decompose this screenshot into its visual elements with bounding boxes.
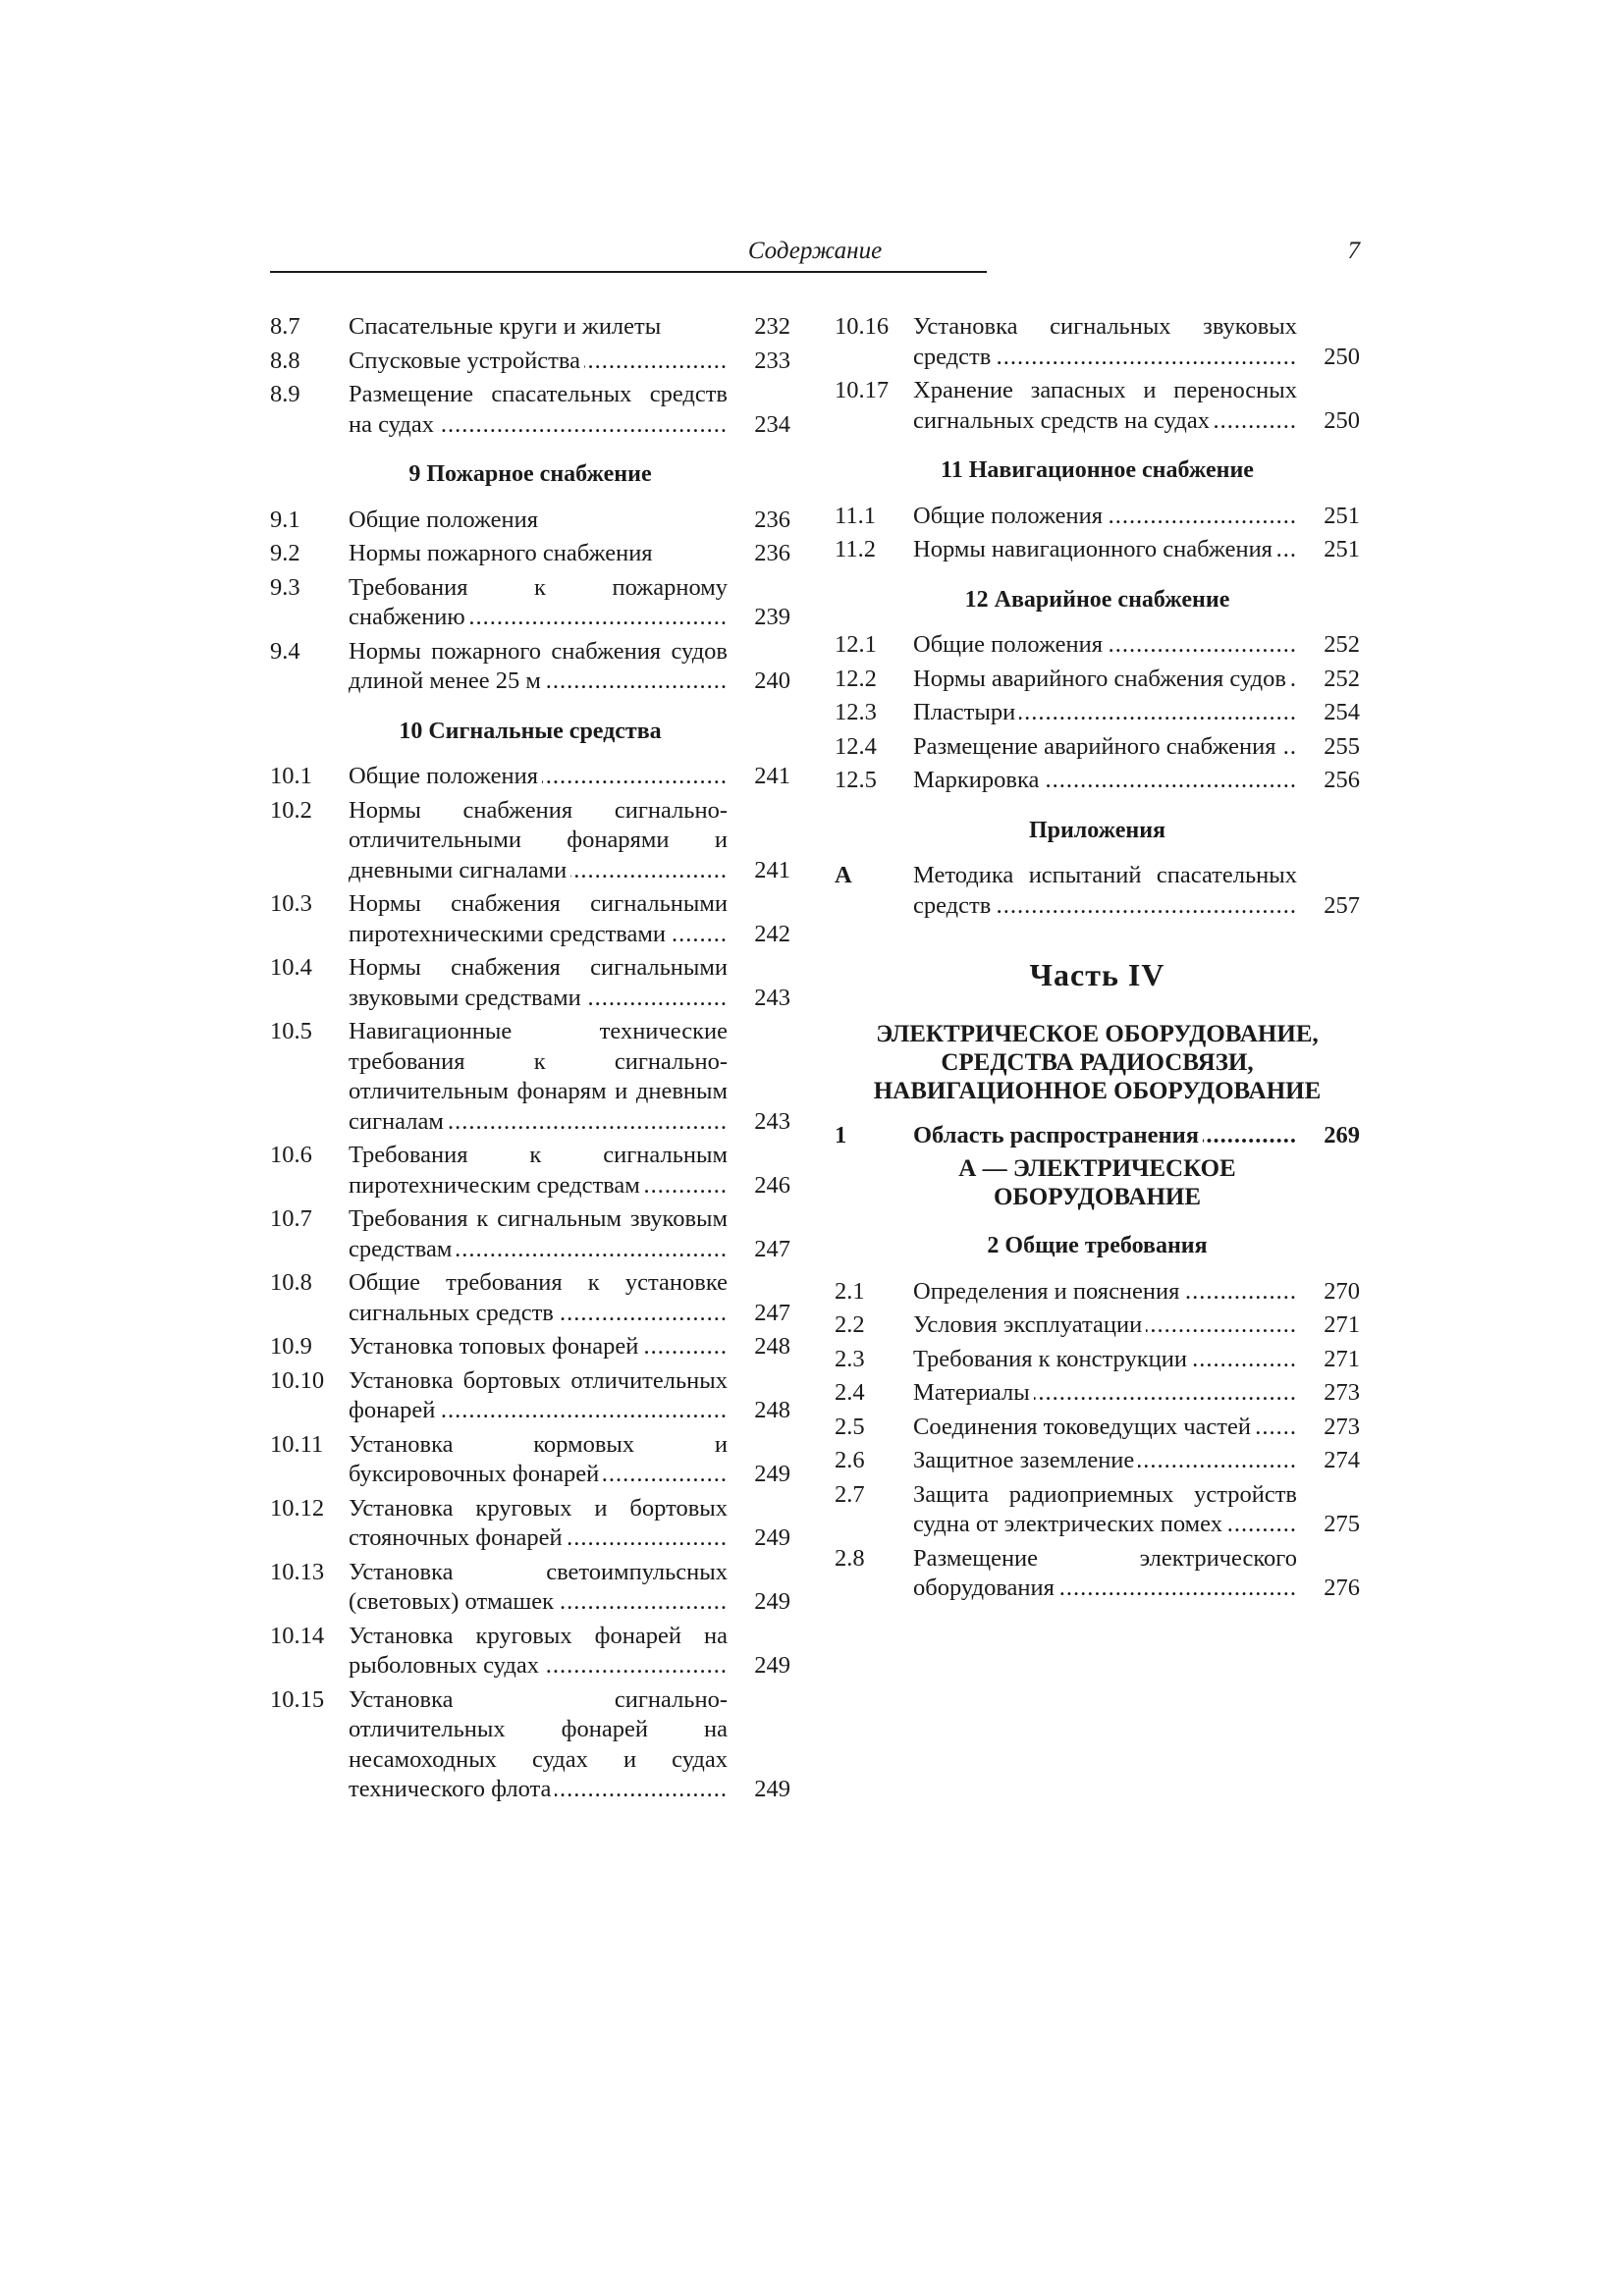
section-heading: Приложения <box>1028 817 1166 843</box>
toc-entry <box>270 762 790 792</box>
toc-entry <box>835 502 1360 532</box>
toc-entry <box>270 1332 790 1362</box>
entry-page: 271 <box>1324 1311 1360 1338</box>
entry-title: Нормы снабжения сигнальными пиротехническими средствами <box>349 890 728 947</box>
entry-page: 251 <box>1324 536 1360 562</box>
entry-number: А <box>835 862 852 888</box>
entry-title: Навигационные технические требования к сигнально-отличительным фонарям и дневным сигналам <box>349 1018 728 1135</box>
entry-page: 247 <box>754 1235 790 1262</box>
entry-number: 12.4 <box>835 732 877 760</box>
caps-heading-line: СРЕДСТВА РАДИОСВЯЗИ, <box>941 1048 1254 1076</box>
entry-number: 10.4 <box>270 954 312 981</box>
toc-entry <box>835 312 1360 372</box>
toc-entry <box>270 347 790 377</box>
entry-title: Размещение аварийного снабжения <box>913 733 1280 760</box>
entry-page: 270 <box>1324 1277 1360 1305</box>
entry-number: 10.15 <box>270 1685 325 1713</box>
entry-title: Область распространения <box>913 1122 1203 1148</box>
entry-title: Размещение электрического оборудования <box>913 1544 1297 1601</box>
toc-entry <box>270 1366 790 1426</box>
entry-number: 11.1 <box>835 502 876 529</box>
toc-entry <box>270 1017 790 1137</box>
toc-left-column <box>270 312 790 1809</box>
entry-number: 2.1 <box>835 1277 865 1305</box>
entry-title: Установка бортовых отличительных фонарей <box>349 1366 728 1423</box>
entry-title: Установка круговых и бортовых стояночных фонарей <box>349 1494 728 1551</box>
entry-page: 274 <box>1324 1447 1360 1473</box>
toc-entry <box>270 637 790 697</box>
entry-title: Маркировка <box>913 767 1043 793</box>
entry-number: 2.3 <box>835 1345 865 1372</box>
entry-number: 10.13 <box>270 1558 325 1585</box>
toc-entry <box>835 1446 1360 1476</box>
entry-page: 269 <box>1324 1121 1360 1148</box>
entry-title: Требования к конструкции <box>913 1346 1191 1372</box>
entry-page: 275 <box>1324 1511 1360 1537</box>
entry-title: Материалы <box>913 1379 1034 1406</box>
entry-number: 12.3 <box>835 699 877 725</box>
entry-number: 10.6 <box>270 1142 312 1168</box>
toc-entry <box>835 1480 1360 1540</box>
entry-page: 250 <box>1324 343 1360 370</box>
entry-title: Методика испытаний спасательных средств <box>913 862 1297 919</box>
entry-page: 249 <box>754 1524 790 1551</box>
section-heading: 11 Навигационное снабжение <box>941 457 1254 483</box>
entry-title: Общие положения <box>349 763 542 789</box>
caps-heading <box>835 1154 1360 1211</box>
entry-title: Нормы пожарного снабжения судов длиной менее 25 м <box>349 637 728 694</box>
entry-page: 242 <box>754 920 790 947</box>
entry-page: 249 <box>754 1588 790 1615</box>
toc-entry <box>270 1268 790 1328</box>
part-heading: Часть IV <box>1029 957 1165 992</box>
entry-page: 249 <box>754 1652 790 1679</box>
caps-heading-line: ЭЛЕКТРИЧЕСКОЕ ОБОРУДОВАНИЕ, <box>876 1020 1319 1047</box>
section-heading: 12 Аварийное снабжение <box>964 586 1230 613</box>
entry-page: 249 <box>754 1461 790 1487</box>
caps-heading-line: А — ЭЛЕКТРИЧЕСКОЕ <box>958 1155 1236 1182</box>
entry-page: 234 <box>754 410 790 438</box>
entry-page: 256 <box>1324 767 1360 793</box>
entry-title: Защитное заземление <box>913 1447 1138 1473</box>
entry-number: 9.2 <box>270 540 300 566</box>
entry-title: Требования к пожарному снабжению <box>349 573 728 630</box>
toc-entry <box>270 312 790 343</box>
entry-number: 8.8 <box>270 347 300 374</box>
caps-heading-line: НАВИГАЦИОННОЕ ОБОРУДОВАНИЕ <box>873 1077 1322 1104</box>
entry-number: 9.1 <box>270 506 300 533</box>
entry-page: 276 <box>1324 1575 1360 1601</box>
entry-page: 250 <box>1324 406 1360 434</box>
entry-page: 257 <box>1324 891 1360 919</box>
entry-title: Установка топовых фонарей <box>349 1333 642 1360</box>
entry-title: Общие требования к установке сигнальных средств <box>349 1269 728 1326</box>
toc-entry <box>270 1204 790 1264</box>
toc-entry <box>270 1430 790 1490</box>
toc-entry <box>835 732 1360 763</box>
page-header <box>270 238 1360 277</box>
entry-page: 232 <box>754 313 790 340</box>
entry-number: 10.17 <box>835 377 890 403</box>
toc-entry <box>835 1413 1360 1443</box>
toc-entry <box>835 535 1360 565</box>
entry-page: 248 <box>754 1333 790 1360</box>
entry-number: 2.4 <box>835 1379 865 1406</box>
entry-number: 10.3 <box>270 890 312 917</box>
entry-number: 9.4 <box>270 637 300 665</box>
entry-number: 10.10 <box>270 1366 325 1394</box>
entry-number: 2.6 <box>835 1447 865 1473</box>
entry-title: Пластыри <box>913 699 1019 725</box>
entry-number: 2.8 <box>835 1544 865 1572</box>
entry-page: 236 <box>754 506 790 533</box>
entry-number: 8.9 <box>270 381 300 407</box>
entry-number: 12.1 <box>835 631 877 658</box>
entry-number: 1 <box>835 1121 847 1148</box>
entry-page: 273 <box>1324 1413 1360 1440</box>
entry-number: 10.8 <box>270 1269 312 1296</box>
toc-entry <box>270 539 790 569</box>
toc-entry <box>835 1277 1360 1308</box>
entry-title: Нормы пожарного снабжения <box>349 540 657 566</box>
entry-number: 8.7 <box>270 313 300 340</box>
entry-page: 252 <box>1324 631 1360 658</box>
toc-entry <box>270 506 790 536</box>
entry-page: 241 <box>754 763 790 789</box>
entry-number: 10.7 <box>270 1205 312 1232</box>
toc-entry <box>835 861 1360 921</box>
entry-number: 10.14 <box>270 1622 325 1649</box>
entry-page: 241 <box>754 856 790 883</box>
entry-title: Установка сигнально-отличительных фонарей на несамоходных судах и судах технического флота <box>349 1685 728 1802</box>
entry-page: 271 <box>1324 1345 1360 1372</box>
entry-title: Общие положения <box>349 507 542 533</box>
entry-page: 246 <box>754 1171 790 1199</box>
entry-title: Требования к сигнальным пиротехническим средствам <box>349 1142 728 1199</box>
entry-title: Общие положения <box>913 503 1107 529</box>
toc-entry <box>270 1685 790 1805</box>
entry-number: 11.2 <box>835 536 876 562</box>
caps-heading <box>835 1020 1360 1105</box>
toc-entry <box>835 1544 1360 1604</box>
entry-title: Требования к сигнальным звуковым средствам <box>349 1205 728 1262</box>
entry-page: 240 <box>754 667 790 694</box>
entry-title: Размещение спасательных средств на судах <box>349 381 728 438</box>
entry-title: Спасательные круги и жилеты <box>349 313 665 340</box>
toc-entry <box>270 1558 790 1618</box>
entry-title: Соединения токоведущих частей <box>913 1414 1255 1440</box>
entry-page: 273 <box>1324 1379 1360 1406</box>
section-heading: 10 Сигнальные средства <box>399 718 662 744</box>
toc-right-column <box>835 312 1360 1608</box>
toc-entry <box>270 573 790 633</box>
entry-title: Установка кормовых и буксировочных фонарей <box>349 1430 728 1487</box>
entry-page: 254 <box>1324 699 1360 725</box>
toc-entry <box>835 766 1360 796</box>
entry-number: 10.9 <box>270 1333 312 1360</box>
entry-number: 9.3 <box>270 573 300 601</box>
entry-title: Нормы аварийного снабжения судов <box>913 666 1290 692</box>
entry-number: 10.5 <box>270 1018 312 1044</box>
entry-page: 233 <box>754 347 790 374</box>
toc-entry <box>835 630 1360 661</box>
caps-heading-line: ОБОРУДОВАНИЕ <box>993 1184 1202 1210</box>
entry-page: 243 <box>754 984 790 1011</box>
toc-entry <box>270 889 790 949</box>
entry-page: 247 <box>754 1299 790 1326</box>
toc-entry <box>270 1494 790 1554</box>
page-number: 7 <box>1347 238 1360 264</box>
toc-entry <box>270 796 790 886</box>
section-heading: 2 Общие требования <box>987 1233 1208 1258</box>
toc-entry <box>835 1378 1360 1409</box>
entry-title: Хранение запасных и переносных сигнальных средств на судах <box>913 377 1297 434</box>
entry-number: 2.5 <box>835 1413 865 1440</box>
running-title: Содержание <box>747 238 883 264</box>
toc-entry <box>835 698 1360 728</box>
entry-number: 10.11 <box>270 1430 324 1458</box>
entry-title: Условия эксплуатации <box>913 1311 1146 1338</box>
header-rule <box>270 271 987 273</box>
entry-title: Установка круговых фонарей на рыболовных судах <box>349 1622 728 1679</box>
entry-number: 10.1 <box>270 763 312 789</box>
entry-title: Установка светоимпульсных (световых) отмашек <box>349 1558 728 1615</box>
entry-number: 2.7 <box>835 1480 865 1508</box>
entry-page: 255 <box>1324 732 1360 760</box>
entry-page: 236 <box>754 540 790 566</box>
entry-page: 243 <box>754 1107 790 1135</box>
toc-entry <box>270 1622 790 1682</box>
toc-entry <box>835 1121 1360 1151</box>
section-heading: 9 Пожарное снабжение <box>408 461 652 487</box>
entry-page: 248 <box>754 1397 790 1423</box>
entry-title: Установка сигнальных звуковых средств <box>913 313 1297 370</box>
entry-page: 252 <box>1324 665 1360 692</box>
toc-entry <box>835 376 1360 436</box>
entry-number: 10.2 <box>270 796 312 824</box>
entry-number: 2.2 <box>835 1311 865 1338</box>
entry-title: Нормы навигационного снабжения <box>913 536 1276 562</box>
toc-entry <box>835 1345 1360 1375</box>
toc-entry <box>270 1141 790 1201</box>
entry-number: 12.5 <box>835 767 877 793</box>
entry-number: 12.2 <box>835 665 877 692</box>
entry-title: Спусковые устройства <box>349 347 584 374</box>
toc-entry <box>270 953 790 1013</box>
entry-title: Нормы снабжения сигнально-отличительными фонарями и дневными сигналами <box>349 796 728 883</box>
entry-title: Общие положения <box>913 631 1107 658</box>
entry-page: 251 <box>1324 502 1360 529</box>
toc-entry <box>270 380 790 440</box>
entry-page: 249 <box>754 1776 790 1802</box>
entry-title: Защита радиоприемных устройств судна от электрических помех <box>913 1480 1297 1537</box>
toc-entry <box>835 1310 1360 1341</box>
entry-number: 10.16 <box>835 313 890 340</box>
entry-title: Нормы снабжения сигнальными звуковыми средствами <box>349 954 728 1011</box>
entry-title: Определения и пояснения <box>913 1278 1183 1305</box>
entry-number: 10.12 <box>270 1494 325 1522</box>
entry-page: 239 <box>754 604 790 630</box>
toc-entry <box>835 665 1360 695</box>
